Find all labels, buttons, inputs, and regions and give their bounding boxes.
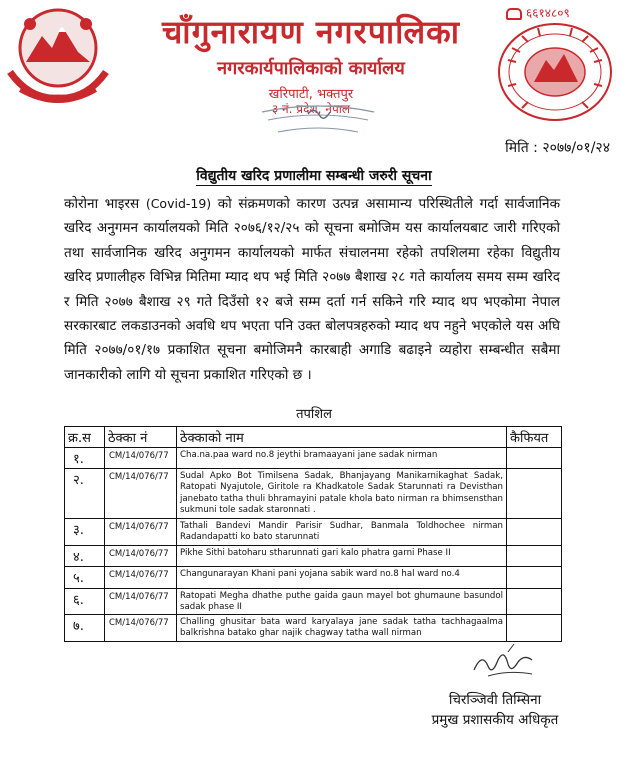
telephone-icon [506, 8, 522, 20]
header-contract-no: ठेक्का नं [105, 427, 177, 448]
table-row [65, 469, 562, 519]
row-contract-no: CM/14/076/77 [105, 469, 177, 519]
row-serial: ४. [65, 545, 105, 566]
notice-heading [0, 166, 628, 185]
notice-heading-text: विद्युतीय खरिद प्रणालीमा सम्बन्धी जरुरी सूचना [196, 168, 432, 184]
table-row [65, 615, 562, 642]
address-line-1: खरिपाटी, भक्तपुर [268, 87, 354, 102]
row-contract-no: CM/14/076/77 [105, 615, 177, 642]
municipality-name: चाँगुनारायण नगरपालिका [161, 13, 461, 51]
row-remarks [507, 519, 562, 546]
row-remarks [507, 615, 562, 642]
notice-body [64, 192, 560, 387]
municipality-emblem-logo [0, 2, 118, 110]
office-name: नगरकार्यपालिकाको कार्यालय [217, 58, 405, 79]
address-line-2: ३ नं. प्रदेश, नेपाल [271, 102, 351, 116]
municipality-seal-stamp [494, 20, 616, 124]
row-contract-name: Ratopati Megha dhathe puthe gaida gaun mayel bot ghumaune basundol sadak phase II [177, 588, 507, 615]
row-contract-name: Pikhe Sithi batoharu stharunnati gari kalo phatra garni Phase II [177, 545, 507, 566]
row-serial: ५. [65, 566, 105, 588]
table-header-row [65, 427, 562, 448]
row-serial: ७. [65, 615, 105, 642]
header-serial: क्र.स [65, 427, 105, 448]
row-remarks [507, 545, 562, 566]
table-row [65, 588, 562, 615]
row-serial: ६. [65, 588, 105, 615]
row-contract-name: Sudal Apko Bot Timilsena Sadak, Bhanjayang Manikarnikaghat Sadak, Ratopati Nyajutole, Giritole ra Khadkatole Sadak Starunnati ra Devisthan janebato tatha thuli bhramayini patale khola bato nirman ra bhimsensthan sukmuni tole sadak staronnati . [177, 469, 507, 519]
row-contract-no: CM/14/076/77 [105, 588, 177, 615]
body-part-2: को संक्रमणको कारण उत्पन्न असामान्य परिस्थितीले गर्दा सार्वजानिक खरिद अनुगमन कार्यालयको मिति २०७६/१२/२५ को सूचना बमोजिम यस कार्यालयबाट जारी गरिएको तथा सार्वजानिक खरिद अनुगमन कार्यालयको मार्फत संचालनमा रहेको तपशिलमा रहेका विद्युतीय खरिद प्रणालीहरु विभिन्न मितिमा म्याद थप भई मिति २०७७ बैशाख २८ गते कार्यालय समय सम्म खरिद र मिति २०७७ बैशाख २९ गते दिउँसो १२ बजे सम्म दर्ता गर्न सकिने गरि म्याद थप भएकोमा नेपाल सरकारबाट लकडाउनको अवधि थप भएता पनि उक्त बोलपत्रहरुको म्याद थप नहुने भएकोले यस अघि मिति २०७७/०१/१७ प्रकाशित सूचना बमोजिमनै कारबाही अगाडि बढाइने व्यहोरा सम्बन्धीत सबैमा जानकारीको लागि यो सूचना प्रकाशित गरिएको छ । [64, 196, 561, 383]
phone-number [506, 4, 570, 21]
row-contract-name: Changunarayan Khani pani yojana sabik ward no.8 hal ward no.4 [177, 566, 507, 588]
handwritten-signature [468, 640, 540, 688]
notice-date: मिति : २०७७/०१/२४ [505, 140, 610, 156]
signatory-name: चिरञ्जिवी तिम्सिना [448, 692, 542, 708]
row-remarks [507, 566, 562, 588]
table-row [65, 519, 562, 546]
row-serial: २. [65, 469, 105, 519]
body-part-1: कोरोना भाइरस [64, 196, 146, 212]
row-contract-no: CM/14/076/77 [105, 448, 177, 469]
row-remarks [507, 469, 562, 519]
row-contract-name: Cha.na.paa ward no.8 jeythi bramaayani jane sadak nirman [177, 448, 507, 469]
row-contract-no: CM/14/076/77 [105, 566, 177, 588]
contracts-table [64, 426, 562, 642]
row-serial: १. [65, 448, 105, 469]
row-contract-name: Tathali Bandevi Mandir Parisir Sudhar, Banmala Toldhochee nirman Radandapatti ko bato starunnati [177, 519, 507, 546]
table-row [65, 545, 562, 566]
section-label: तपशिल [296, 407, 332, 422]
row-contract-name: Challing ghusitar bata ward karyalaya jane sadak tatha tachhagaalma balkrishna batako ghar najik chagway tatha wall nirman [177, 615, 507, 642]
row-remarks [507, 588, 562, 615]
row-remarks [507, 448, 562, 469]
row-serial: ३. [65, 519, 105, 546]
row-contract-no: CM/14/076/77 [105, 545, 177, 566]
table-row [65, 448, 562, 469]
header-remarks: कैफियत [507, 427, 562, 448]
row-contract-no: CM/14/076/77 [105, 519, 177, 546]
signatory-title: प्रमुख प्रशासकीय अधिकृत [431, 712, 559, 728]
office-stamp [258, 102, 378, 142]
table-row [65, 566, 562, 588]
body-covid-term: (Covid-19) [145, 196, 212, 211]
header-contract-name: ठेक्काको नाम [177, 427, 507, 448]
phone-text: ६६१४८०९ [526, 6, 570, 20]
